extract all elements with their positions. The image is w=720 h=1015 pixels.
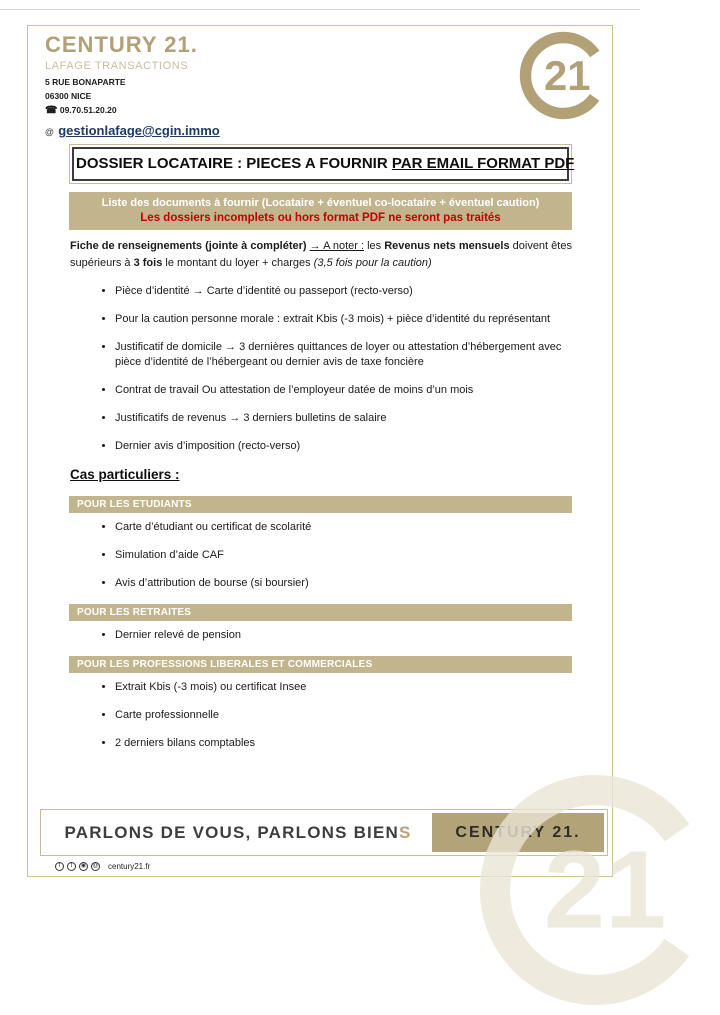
retraites-list [69, 628, 572, 643]
list-item: • Contrat de travail Ou attestation de l’employeur datée de moins d’un mois [115, 383, 572, 398]
list-item: • Extrait Kbis (-3 mois) ou certificat Insee [115, 680, 572, 695]
notice-line1: Liste des documents à fournir (Locataire + éventuel co-locataire + éventuel caution) [101, 197, 540, 209]
agency-name: LAFAGE TRANSACTIONS [45, 60, 189, 72]
footer-brand: CENTURY 21. [455, 823, 581, 841]
slogan-text: PARLONS DE VOUS, PARLONS BIEN [64, 822, 399, 842]
list-item: • Pièce d’identité → Carte d’identité ou passeport (recto-verso) [115, 284, 572, 299]
section-header-retraites: POUR LES RETRAITES [69, 604, 572, 621]
section-header-professions: POUR LES PROFESSIONS LIBERALES ET COMMERCIALES [69, 656, 572, 673]
notice-banner [69, 192, 572, 230]
special-cases-heading: Cas particuliers : [70, 467, 180, 482]
document-title-box [69, 144, 575, 184]
intro-text: doivent êtes supérieurs à [70, 240, 572, 269]
seal-number: 21 [544, 51, 591, 99]
intro-note-underlined: → A noter : [309, 240, 365, 252]
list-item: • Dernier avis d’imposition (recto-verso) [115, 439, 572, 454]
at-icon: @ [45, 127, 54, 137]
twitter-icon: t [67, 862, 76, 871]
title-lead: DOSSIER LOCATAIRE : PIECES A FOURNIR [76, 155, 392, 172]
email-link[interactable]: gestionlafage@cgin.immo [58, 123, 220, 138]
intro-bold-lead: Fiche de renseignements (jointe à compléter) [70, 240, 310, 252]
top-divider [0, 9, 640, 10]
intro-text: les [364, 240, 385, 252]
etudiants-list [69, 520, 572, 591]
intro-paragraph [70, 238, 572, 271]
slogan-accent: S [399, 822, 412, 842]
list-item: • Dernier relevé de pension [115, 628, 572, 643]
century21-seal-logo [516, 28, 611, 123]
at-icon-small: @ [92, 862, 99, 869]
facebook-icon: f [55, 862, 64, 871]
intro-bold-3fois: 3 fois [133, 256, 163, 269]
section-header-etudiants: POUR LES ETUDIANTS [69, 496, 572, 513]
brand-wordmark: CENTURY 21. [45, 32, 198, 57]
footer-banner [40, 809, 608, 856]
title-underlined: PAR EMAIL FORMAT PDF [391, 155, 575, 172]
notice-line2: Les dossiers incomplets ou hors format PDF ne seront pas traités [140, 212, 501, 224]
list-item: • Avis d’attribution de bourse (si boursier) [115, 576, 572, 591]
svg-text:21: 21 [543, 828, 667, 952]
professions-list [69, 680, 572, 751]
address-line2: 06300 NICE [45, 91, 92, 101]
document-title [72, 147, 575, 181]
page-frame [27, 25, 613, 877]
document-body [69, 144, 575, 764]
phone-line [45, 105, 220, 116]
list-item: • Justificatifs de revenus → 3 derniers bulletins de salaire [115, 411, 572, 426]
documents-list [69, 284, 572, 454]
list-item: • Carte d’étudiant ou certificat de scolarité [115, 520, 572, 535]
website-text: century21.fr [108, 861, 151, 871]
list-item: • Pour la caution personne morale : extrait Kbis (-3 mois) + pièce d’identité du représentant [115, 312, 572, 327]
phone-number: 09.70.51.20.20 [59, 105, 117, 115]
list-item: • Justificatif de domicile → 3 dernières quittances de loyer ou attestation d’hébergement avec pièce d’identité de l’hébergeant ou dernier avis de taxe foncière [115, 340, 572, 370]
intro-bold-revenus: Revenus nets mensuels [384, 240, 510, 252]
list-item: • Simulation d’aide CAF [115, 548, 572, 563]
phone-icon: ☎ [45, 105, 58, 116]
slogan-area [44, 813, 432, 852]
intro-text: le montant du loyer + charges [162, 256, 314, 269]
intro-italic-caution: (3,5 fois pour la caution) [313, 256, 432, 269]
instagram-icon: ◉ [80, 862, 87, 869]
footer-brand-block [432, 813, 604, 852]
letterhead [45, 32, 220, 140]
address-line1: 5 RUE BONAPARTE [45, 76, 126, 87]
list-item: • Carte professionnelle [115, 708, 572, 723]
list-item: • 2 derniers bilans comptables [115, 736, 572, 751]
email-line [45, 122, 220, 140]
footer [40, 809, 608, 871]
social-row [55, 861, 608, 871]
